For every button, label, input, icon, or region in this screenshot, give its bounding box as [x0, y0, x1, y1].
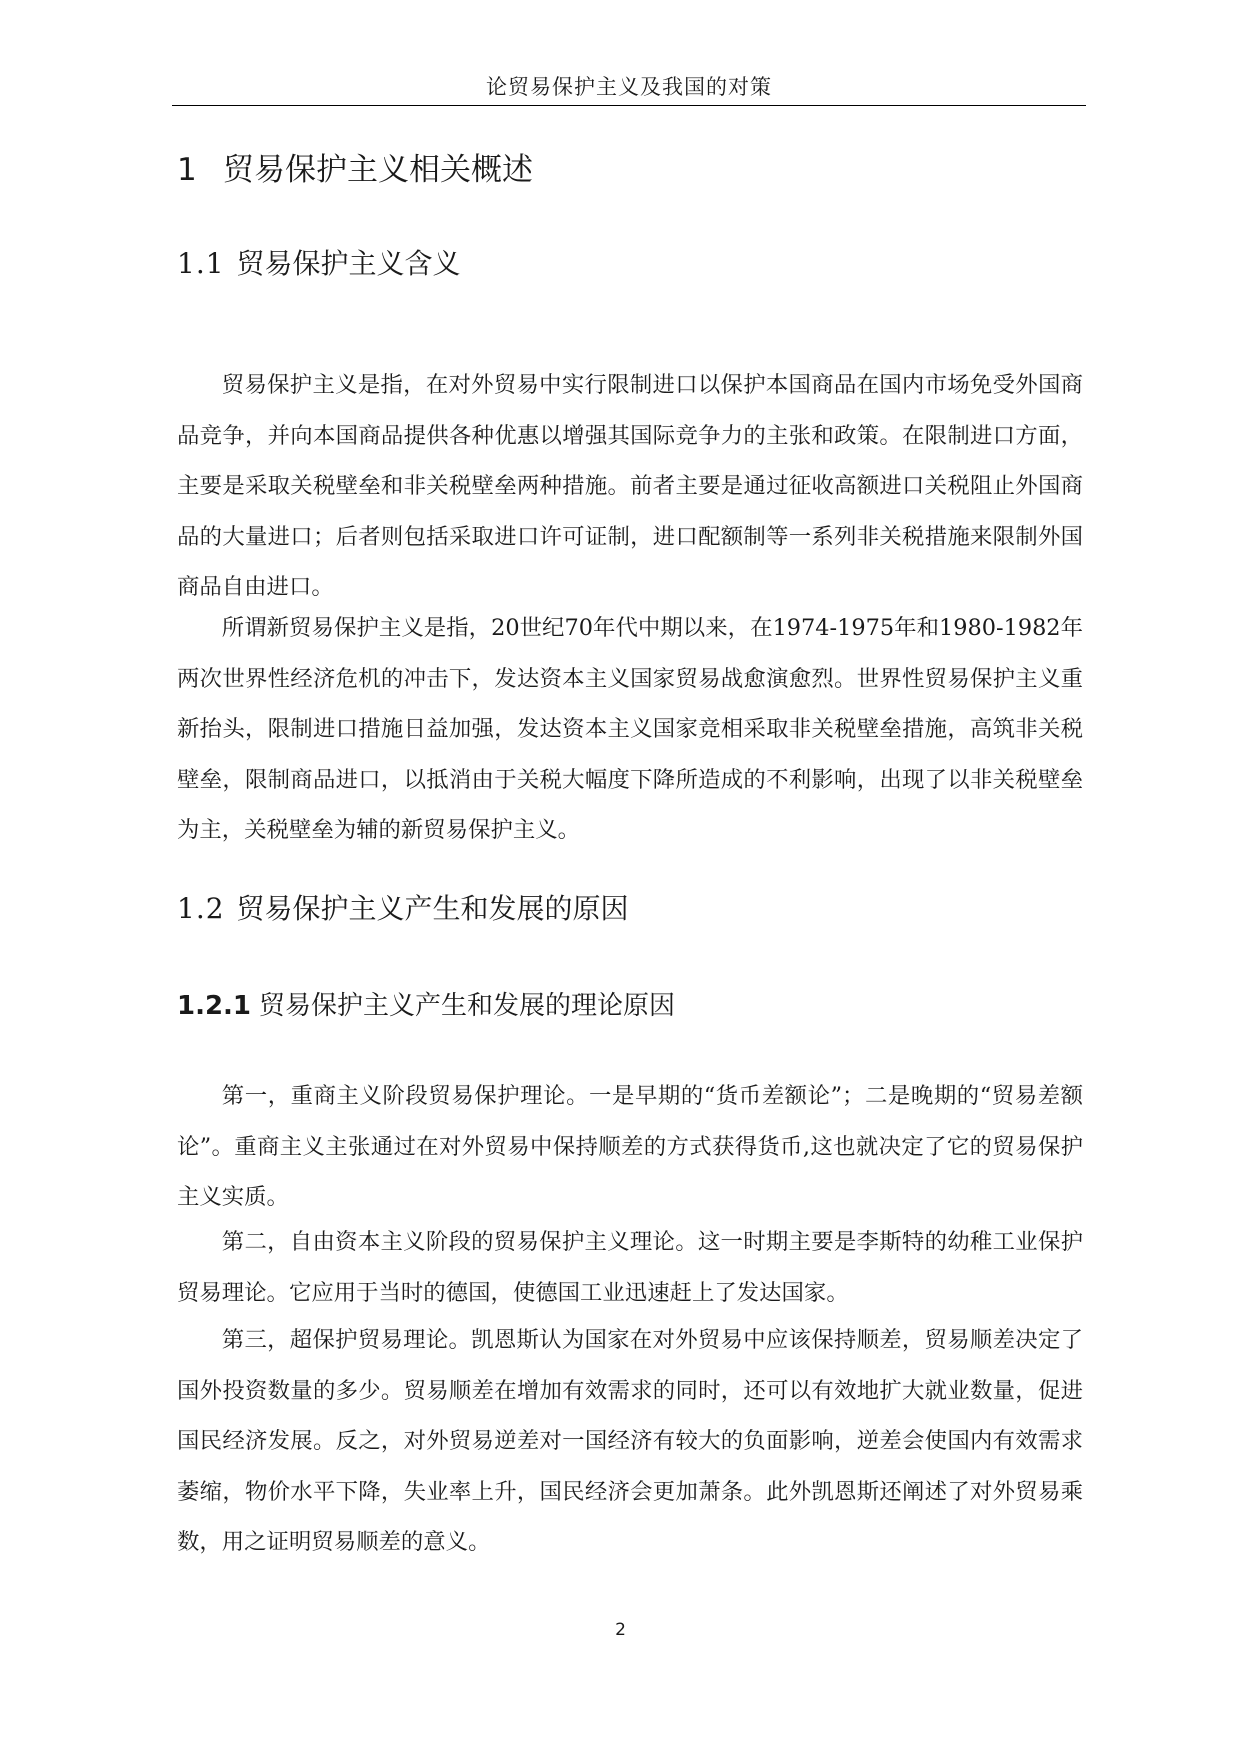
header-divider: [172, 105, 1086, 106]
paragraph: 第一，重商主义阶段贸易保护理论。一是早期的“货币差额论”；二是晚期的“贸易差额论”。重商主义主张通过在对外贸易中保持顺差的方式获得货币,这也就决定了它的贸易保护主义实质。: [177, 1083, 1083, 1210]
subsection-number: 1.2.1: [177, 991, 252, 1021]
section-number: 1.1: [177, 247, 225, 280]
section-title: 贸易保护主义产生和发展的原因: [236, 892, 629, 925]
paragraph: 贸易保护主义是指，在对外贸易中实行限制进口以保护本国商品在国内市场免受外国商品竞争，并向本国商品提供各种优惠以增强其国际竞争力的主张和政策。在限制进口方面，主要是采取关税壁垒和非关税壁垒两种措施。前者主要是通过征收高额进口关税阻止外国商品的大量进口；后者则包括采取进口许可证制，进口配额制等一系列非关税措施来限制外国商品自由进口。: [177, 372, 1083, 600]
section-heading-1-1: [177, 244, 461, 284]
paragraph: 第三，超保护贸易理论。凯恩斯认为国家在对外贸易中应该保持顺差，贸易顺差决定了国外投资数量的多少。贸易顺差在增加有效需求的同时，还可以有效地扩大就业数量，促进国民经济发展。反之，对外贸易逆差对一国经济有较大的负面影响，逆差会使国内有效需求萎缩，物价水平下降，失业率上升，国民经济会更加萧条。此外凯恩斯还阐述了对外贸易乘数，用之证明贸易顺差的意义。: [177, 1327, 1083, 1555]
chapter-number: 1: [177, 152, 197, 188]
paragraph: 第二，自由资本主义阶段的贸易保护主义理论。这一时期主要是李斯特的幼稚工业保护贸易理论。它应用于当时的德国，使德国工业迅速赶上了发达国家。: [177, 1229, 1083, 1306]
subsection-title: 贸易保护主义产生和发展的理论原因: [259, 991, 676, 1021]
section-heading-1-2: [177, 889, 629, 929]
subsection-heading-1-2-1: [177, 987, 675, 1025]
chapter-heading: [177, 148, 533, 192]
section-title: 贸易保护主义含义: [236, 247, 461, 280]
chapter-title: 贸易保护主义相关概述: [223, 152, 533, 188]
page-number: 2: [615, 1620, 626, 1640]
section-number: 1.2: [177, 892, 225, 925]
running-header: 论贸易保护主义及我国的对策: [486, 75, 772, 99]
paragraph: 所谓新贸易保护主义是指，20世纪70年代中期以来，在1974-1975年和1980-1982年两次世界性经济危机的冲击下，发达资本主义国家贸易战愈演愈烈。世界性贸易保护主义重新抬头，限制进口措施日益加强，发达资本主义国家竞相采取非关税壁垒措施，高筑非关税壁垒，限制商品进口，以抵消由于关税大幅度下降所造成的不利影响，出现了以非关税壁垒为主，关税壁垒为辅的新贸易保护主义。: [177, 615, 1083, 843]
